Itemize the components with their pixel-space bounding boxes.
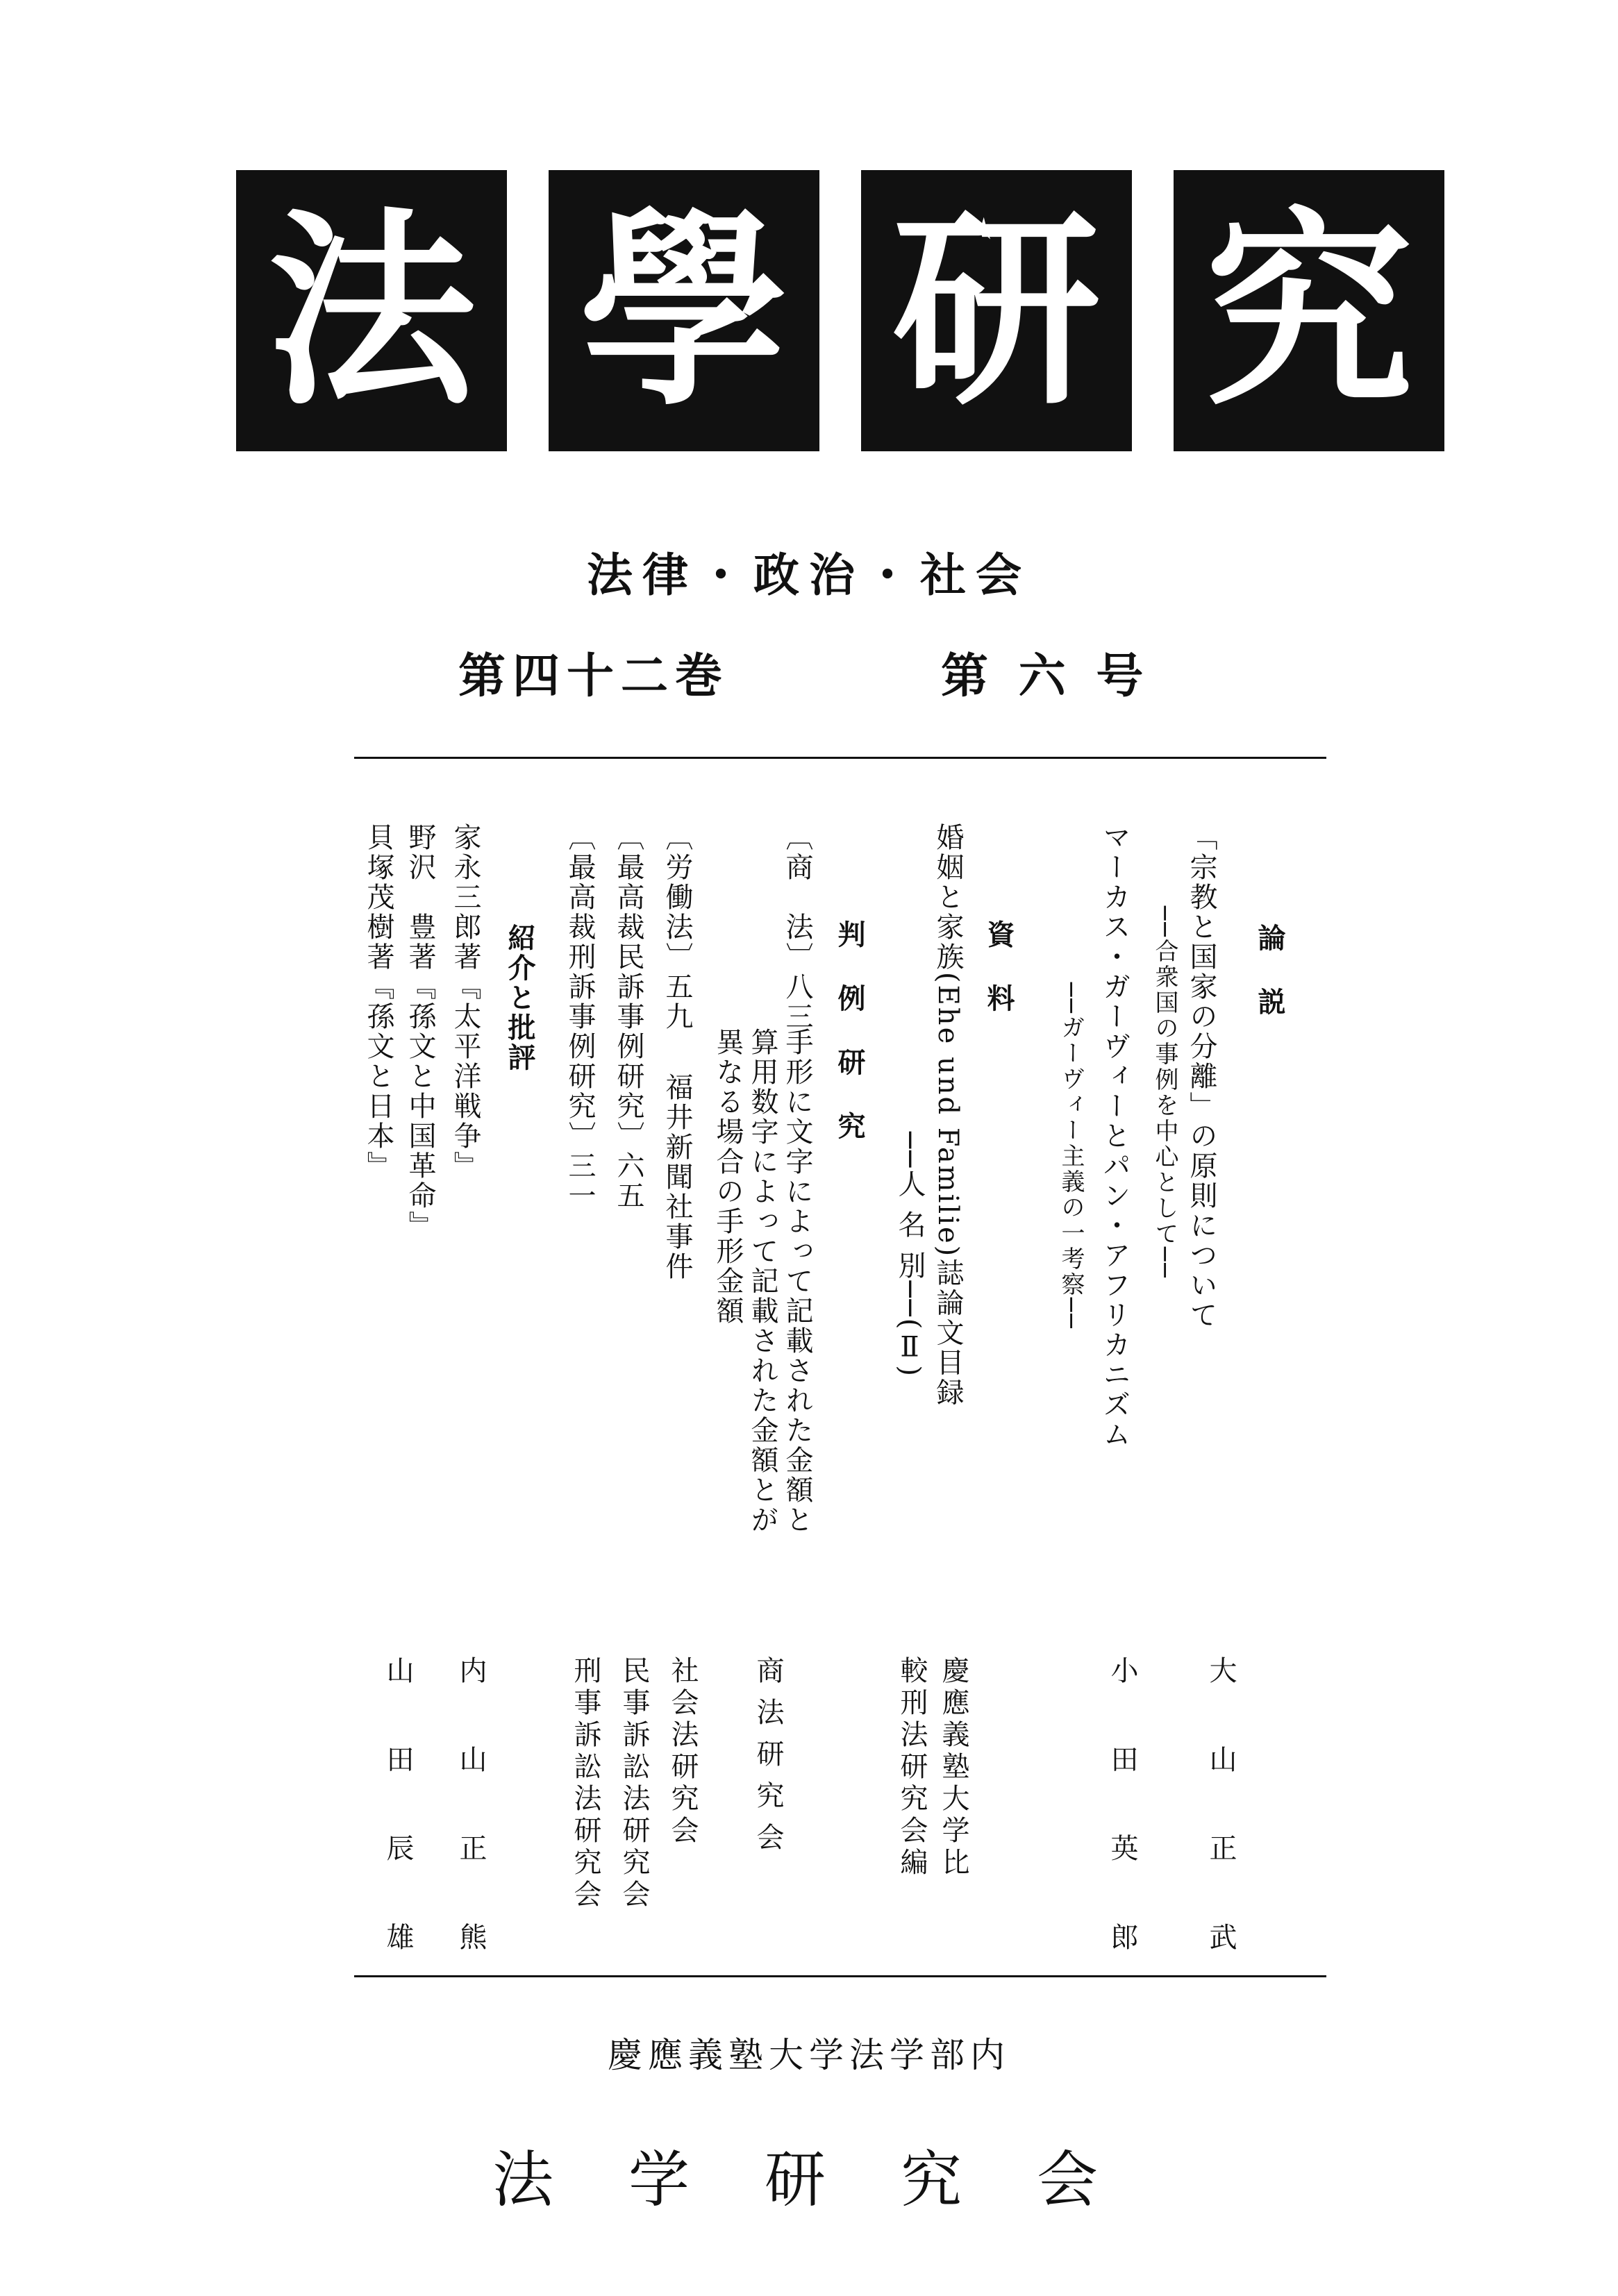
masthead-char: 學 bbox=[580, 187, 788, 433]
case-1-line-2: 算用数字によって記載された金額とが bbox=[747, 1028, 778, 1535]
author-1: 大山正武 bbox=[1205, 1656, 1237, 2011]
issue-number: 第 六 号 bbox=[941, 649, 1151, 704]
author-case-4: 刑事訴訟法研究会 bbox=[569, 1656, 601, 1911]
publisher-affiliation: 慶應義塾大学法学部内 bbox=[608, 2035, 1010, 2075]
masthead-block-3 bbox=[861, 170, 1132, 451]
author-case-2: 社会法研究会 bbox=[667, 1656, 699, 1847]
section-heading-hanrei: 判 例 研 究 bbox=[833, 920, 865, 1141]
case-3-label: 〔最高裁民訴事例研究〕六五 bbox=[612, 823, 644, 1211]
author-case-1: 商法研究会 bbox=[752, 1656, 784, 1864]
masthead-block-4 bbox=[1174, 170, 1444, 451]
review-1: 家永三郎著『太平洋戦争』 bbox=[449, 823, 481, 1181]
article-3-title: 婚姻と家族(Ehe und Familie)誌論文目録 bbox=[932, 823, 964, 1408]
author-2: 小田英郎 bbox=[1106, 1656, 1138, 2011]
article-1-subtitle: ──合衆国の事例を中心として── bbox=[1151, 906, 1178, 1280]
review-2: 野沢 豊著『孫文と中国革命』 bbox=[404, 823, 436, 1241]
author-3-line-2: 較刑法研究会編 bbox=[896, 1656, 928, 1879]
author-review-1: 内山正熊 bbox=[455, 1656, 487, 2011]
section-heading-ronsetsu: 論 説 bbox=[1253, 923, 1285, 1017]
masthead-block-1 bbox=[236, 170, 507, 451]
article-1-title: 「宗教と国家の分離」の原則について bbox=[1185, 823, 1217, 1330]
case-1-line-1: 手形に文字によって記載された金額と bbox=[781, 1028, 813, 1535]
top-rule bbox=[354, 757, 1326, 759]
case-4-label: 〔最高裁刑訴事例研究〕三一 bbox=[564, 823, 596, 1211]
article-3-subtitle: ──人 名 別──(Ⅱ) bbox=[894, 1132, 926, 1378]
author-review-2-3: 山田辰雄 bbox=[382, 1656, 414, 2011]
case-2-label: 〔労働法〕五九 bbox=[661, 823, 693, 1032]
case-2-line-1: 福井新聞社事件 bbox=[661, 1073, 693, 1282]
subtitle: 法律・政治・社会 bbox=[587, 548, 1031, 602]
volume-number: 第四十二巻 bbox=[458, 649, 730, 704]
author-case-3: 民事訴訟法研究会 bbox=[618, 1656, 650, 1911]
article-2-subtitle: ──ガーヴィー主義の一考察── bbox=[1057, 982, 1085, 1330]
case-1-line-3: 異なる場合の手形金額 bbox=[712, 1028, 744, 1326]
masthead-char: 研 bbox=[892, 187, 1101, 433]
publisher-name: 法 学 研 究 会 bbox=[492, 2144, 1126, 2215]
masthead-char: 法 bbox=[267, 187, 476, 433]
section-heading-shiryo: 資 料 bbox=[983, 920, 1015, 1014]
section-heading-shokai: 紹介と批評 bbox=[503, 923, 535, 1073]
author-3-line-1: 慶應義塾大学比 bbox=[937, 1656, 969, 1879]
article-2-title: マーカス・ガーヴィーとパン・アフリカニズム bbox=[1099, 823, 1131, 1450]
bottom-rule bbox=[354, 1975, 1326, 1977]
case-1-label: 〔商 法〕八三 bbox=[781, 823, 813, 1032]
masthead-block-2 bbox=[549, 170, 819, 451]
masthead-char: 究 bbox=[1205, 187, 1413, 433]
review-3: 貝塚茂樹著『孫文と日本』 bbox=[362, 823, 394, 1181]
